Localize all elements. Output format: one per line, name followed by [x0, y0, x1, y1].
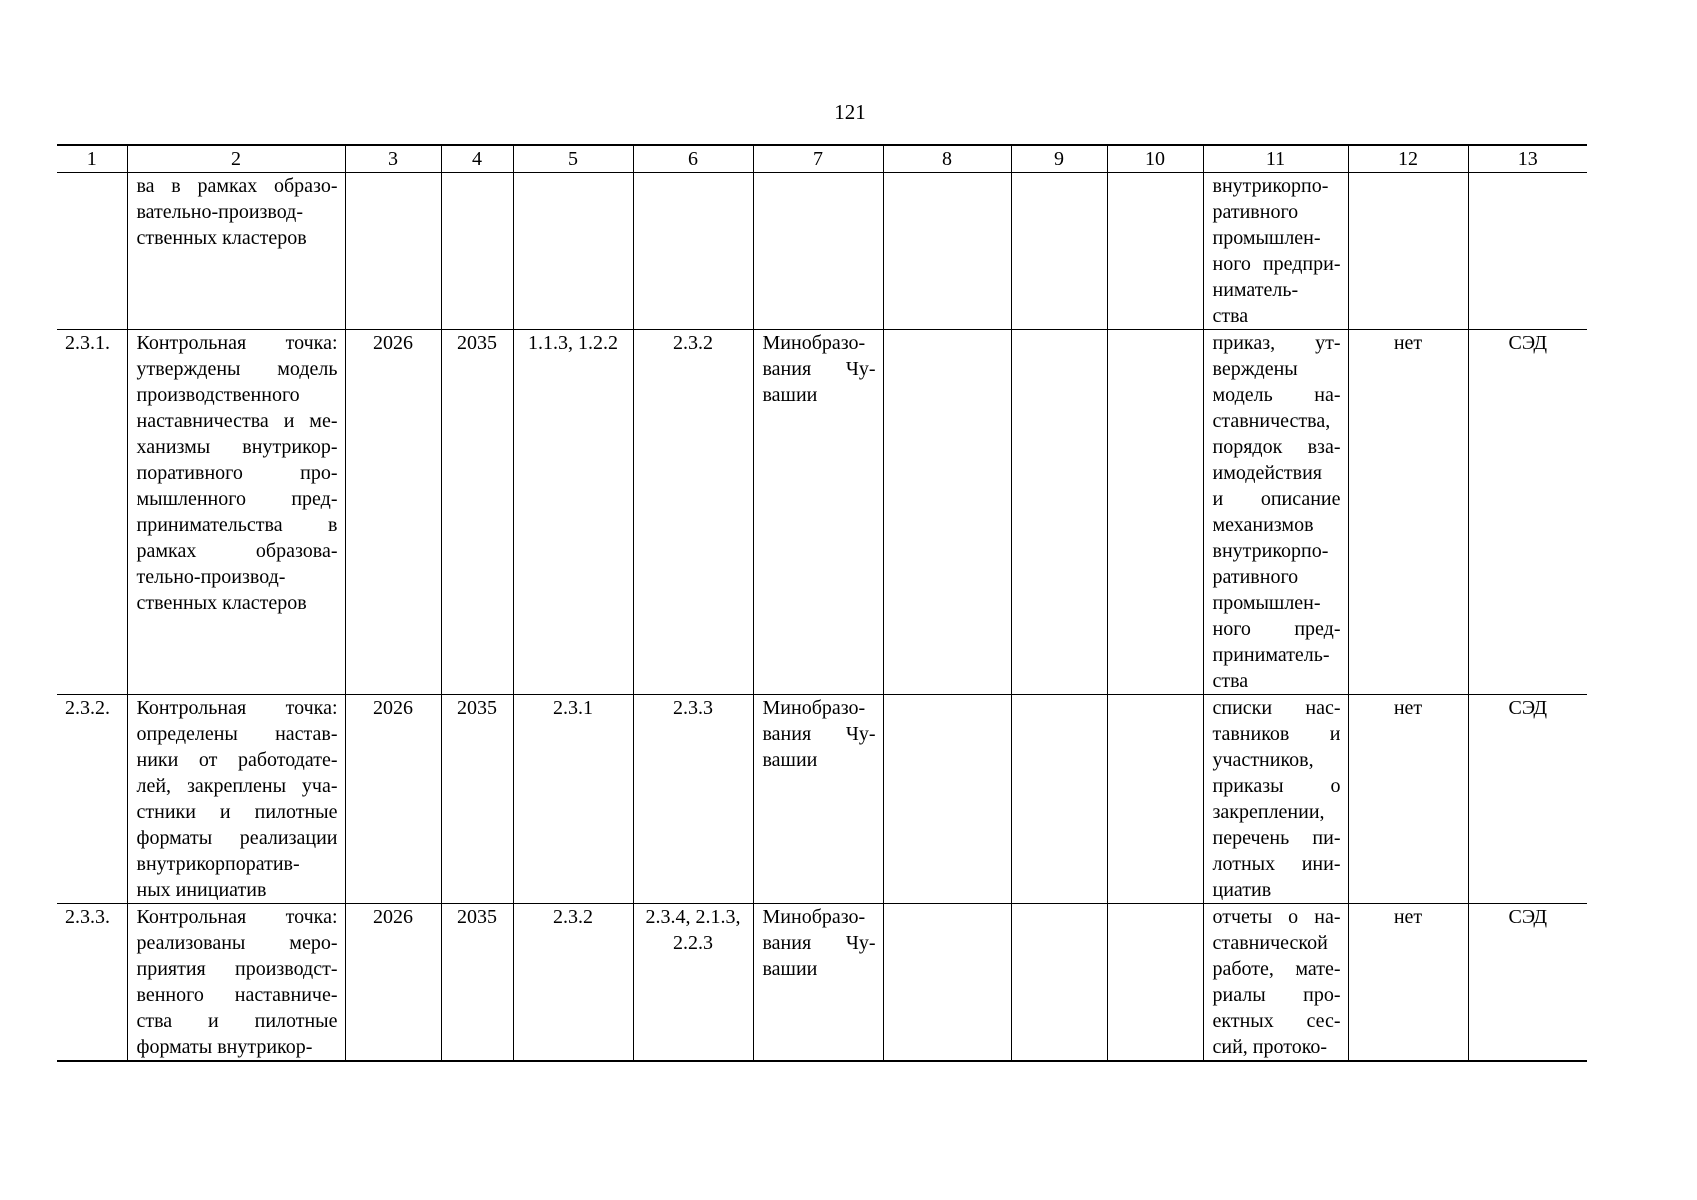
- column-header: 1: [57, 145, 127, 173]
- successor-cell: [633, 904, 753, 1062]
- text-line: работе, мате-: [1212, 958, 1341, 980]
- predecessor-cell-text: 2.3.1: [553, 697, 593, 719]
- text-line: ставничества,: [1212, 410, 1331, 432]
- text-line: производственного: [136, 384, 300, 406]
- column-9-cell: [1011, 173, 1107, 330]
- text-line: Минобразо-: [762, 906, 866, 928]
- system-cell: [1468, 173, 1587, 330]
- text-line: ва в рамках образо-: [136, 175, 338, 197]
- table-row: [57, 173, 1587, 330]
- text-line: приказ, ут-: [1212, 332, 1341, 354]
- text-line: вания Чу-: [762, 723, 876, 745]
- text-line: риалы про-: [1212, 984, 1341, 1006]
- column-10-cell: [1107, 695, 1203, 904]
- text-line: форматы внутрикор-: [136, 1036, 313, 1058]
- system-cell-text: СЭД: [1508, 332, 1547, 354]
- text-line: модель на-: [1212, 384, 1341, 406]
- system-cell: [1468, 904, 1587, 1062]
- text-line: вашии: [762, 384, 818, 406]
- text-line: ства: [1212, 670, 1249, 692]
- column-9-cell: [1011, 904, 1107, 1062]
- responsible-cell: [753, 695, 883, 904]
- text-line: поративного про-: [136, 462, 338, 484]
- result-document-cell: [1203, 695, 1348, 904]
- result-document-cell: [1203, 173, 1348, 330]
- text-line: Минобразо-: [762, 332, 866, 354]
- predecessor-cell-text: 2.3.2: [553, 906, 593, 928]
- column-header: 7: [753, 145, 883, 173]
- column-header: 13: [1468, 145, 1587, 173]
- predecessor-cell: [513, 904, 633, 1062]
- column-10-cell: [1107, 173, 1203, 330]
- text-line: закреплении,: [1212, 801, 1325, 823]
- successor-cell: [633, 173, 753, 330]
- column-12-cell-text: нет: [1393, 697, 1423, 719]
- text-line: Контрольная точка:: [136, 332, 338, 354]
- text-line: стники и пилотные: [136, 801, 338, 823]
- text-line: наставничества и ме-: [136, 410, 338, 432]
- text-line: лей, закреплены уча-: [136, 775, 338, 797]
- column-header: 11: [1203, 145, 1348, 173]
- column-8-cell: [883, 695, 1011, 904]
- predecessor-cell-text: 1.1.3, 1.2.2: [528, 332, 618, 354]
- successor-cell: [633, 330, 753, 695]
- text-line: принимательства в: [136, 514, 338, 536]
- end-year-cell-text: 2035: [457, 332, 497, 354]
- text-line: вашии: [762, 958, 818, 980]
- item-number-cell: [57, 904, 127, 1062]
- column-8-cell: [883, 330, 1011, 695]
- system-cell-text: СЭД: [1508, 906, 1547, 928]
- table-row: [57, 330, 1587, 695]
- responsible-cell: [753, 904, 883, 1062]
- text-line: отчеты о на-: [1212, 906, 1341, 928]
- start-year-cell: [345, 695, 441, 904]
- text-line: 2.3.4, 2.1.3,: [645, 906, 741, 928]
- end-year-cell: [441, 173, 513, 330]
- start-year-cell-text: 2026: [373, 697, 413, 719]
- column-10-cell: [1107, 330, 1203, 695]
- text-line: механизмов: [1212, 514, 1314, 536]
- column-9-cell: [1011, 695, 1107, 904]
- text-line: перечень пи-: [1212, 827, 1341, 849]
- text-line: внутрикорпоратив-: [136, 853, 300, 875]
- text-line: венного наставниче-: [136, 984, 338, 1006]
- column-header: 3: [345, 145, 441, 173]
- column-12-cell: [1348, 904, 1468, 1062]
- text-line: приятия производст-: [136, 958, 338, 980]
- text-line: верждены: [1212, 358, 1298, 380]
- system-cell-text: СЭД: [1508, 697, 1547, 719]
- item-number-cell: [57, 330, 127, 695]
- text-line: ственных кластеров: [136, 592, 307, 614]
- end-year-cell: [441, 904, 513, 1062]
- text-line: участников,: [1212, 749, 1314, 771]
- start-year-cell: [345, 904, 441, 1062]
- text-line: тавников и: [1212, 723, 1341, 745]
- item-number-cell: [57, 695, 127, 904]
- text-line: 2.2.3: [673, 932, 713, 954]
- description-cell: [127, 330, 345, 695]
- text-line: 2.3.2: [673, 332, 713, 354]
- column-header: 8: [883, 145, 1011, 173]
- column-9-cell: [1011, 330, 1107, 695]
- text-line: списки нас-: [1212, 697, 1341, 719]
- item-number-cell: [57, 173, 127, 330]
- column-header: 4: [441, 145, 513, 173]
- item-number-cell-text: 2.3.3.: [65, 906, 110, 928]
- text-line: ных инициатив: [136, 879, 267, 901]
- column-header: 5: [513, 145, 633, 173]
- text-line: порядок вза-: [1212, 436, 1341, 458]
- page-number: 121: [834, 100, 866, 124]
- end-year-cell: [441, 330, 513, 695]
- text-line: ного предпри-: [1212, 253, 1341, 275]
- text-line: промышлен-: [1212, 227, 1321, 249]
- end-year-cell-text: 2035: [457, 697, 497, 719]
- column-header: 6: [633, 145, 753, 173]
- column-10-cell: [1107, 904, 1203, 1062]
- column-8-cell: [883, 173, 1011, 330]
- column-header: 12: [1348, 145, 1468, 173]
- result-document-cell: [1203, 330, 1348, 695]
- table-row: [57, 904, 1587, 1062]
- text-line: вания Чу-: [762, 358, 876, 380]
- text-line: вания Чу-: [762, 932, 876, 954]
- text-line: лотных ини-: [1212, 853, 1341, 875]
- column-header: 2: [127, 145, 345, 173]
- text-line: ственных кластеров: [136, 227, 307, 249]
- text-line: циатив: [1212, 879, 1272, 901]
- predecessor-cell: [513, 695, 633, 904]
- text-line: ектных сес-: [1212, 1010, 1341, 1032]
- text-line: утверждены модель: [136, 358, 338, 380]
- text-line: внутрикорпо-: [1212, 540, 1329, 562]
- column-number-row: [57, 145, 1587, 173]
- successor-cell: [633, 695, 753, 904]
- text-line: Минобразо-: [762, 697, 866, 719]
- text-line: промышлен-: [1212, 592, 1321, 614]
- end-year-cell-text: 2035: [457, 906, 497, 928]
- text-line: ники от работодате-: [136, 749, 338, 771]
- text-line: ства и пилотные: [136, 1010, 338, 1032]
- text-line: ративного: [1212, 201, 1299, 223]
- column-12-cell: [1348, 173, 1468, 330]
- text-line: ханизмы внутрикор-: [136, 436, 338, 458]
- start-year-cell-text: 2026: [373, 906, 413, 928]
- start-year-cell-text: 2026: [373, 332, 413, 354]
- text-line: мышленного пред-: [136, 488, 338, 510]
- column-12-cell-text: нет: [1393, 906, 1423, 928]
- system-cell: [1468, 330, 1587, 695]
- text-line: сий, протоко-: [1212, 1036, 1328, 1058]
- text-line: приниматель-: [1212, 644, 1330, 666]
- start-year-cell: [345, 173, 441, 330]
- start-year-cell: [345, 330, 441, 695]
- text-line: форматы реализации: [136, 827, 338, 849]
- text-line: ниматель-: [1212, 279, 1299, 301]
- text-line: ного пред-: [1212, 618, 1341, 640]
- text-line: реализованы меро-: [136, 932, 338, 954]
- end-year-cell: [441, 695, 513, 904]
- column-header: 9: [1011, 145, 1107, 173]
- text-line: ставнической: [1212, 932, 1328, 954]
- description-cell: [127, 904, 345, 1062]
- plan-table: [57, 144, 1587, 1062]
- description-cell: [127, 173, 345, 330]
- text-line: внутрикорпо-: [1212, 175, 1329, 197]
- text-line: рамках образова-: [136, 540, 338, 562]
- predecessor-cell: [513, 173, 633, 330]
- result-document-cell: [1203, 904, 1348, 1062]
- text-line: имодействия: [1212, 462, 1323, 484]
- text-line: ративного: [1212, 566, 1299, 588]
- text-line: определены настав-: [136, 723, 338, 745]
- predecessor-cell: [513, 330, 633, 695]
- text-line: Контрольная точка:: [136, 697, 338, 719]
- table-row: [57, 695, 1587, 904]
- text-line: тельно-производ-: [136, 566, 286, 588]
- column-8-cell: [883, 904, 1011, 1062]
- responsible-cell: [753, 173, 883, 330]
- column-12-cell-text: нет: [1393, 332, 1423, 354]
- system-cell: [1468, 695, 1587, 904]
- description-cell: [127, 695, 345, 904]
- text-line: Контрольная точка:: [136, 906, 338, 928]
- column-header: 10: [1107, 145, 1203, 173]
- text-line: вательно-производ-: [136, 201, 303, 223]
- item-number-cell-text: 2.3.2.: [65, 697, 110, 719]
- text-line: и описание: [1212, 488, 1341, 510]
- text-line: ства: [1212, 305, 1249, 327]
- column-12-cell: [1348, 330, 1468, 695]
- item-number-cell-text: 2.3.1.: [65, 332, 110, 354]
- text-line: 2.3.3: [673, 697, 713, 719]
- text-line: приказы о: [1212, 775, 1341, 797]
- responsible-cell: [753, 330, 883, 695]
- text-line: вашии: [762, 749, 818, 771]
- column-12-cell: [1348, 695, 1468, 904]
